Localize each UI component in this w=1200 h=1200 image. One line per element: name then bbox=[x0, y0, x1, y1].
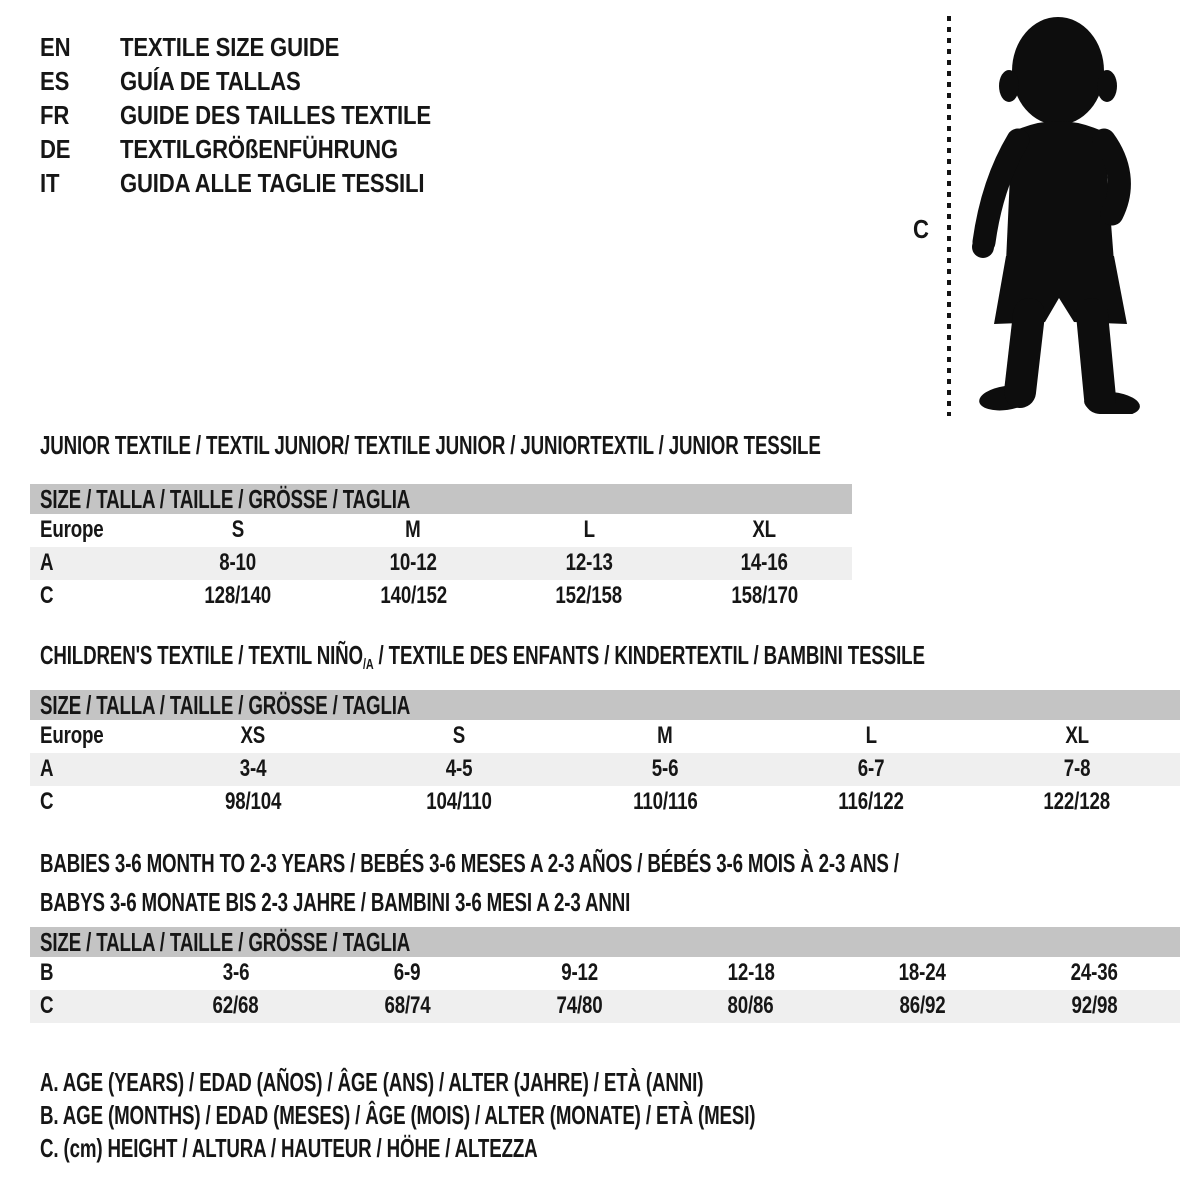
language-code: DE bbox=[40, 134, 71, 164]
table-cell: 92/98 bbox=[1071, 991, 1118, 1019]
table-cell: 8-10 bbox=[219, 548, 257, 576]
height-measure-dashed-line bbox=[947, 16, 951, 416]
table-cell: L bbox=[583, 515, 595, 543]
table-cell: XS bbox=[240, 721, 266, 749]
table-cell: M bbox=[405, 515, 421, 543]
table-cell: 10-12 bbox=[389, 548, 437, 576]
table-cell: M bbox=[657, 721, 673, 749]
table-row bbox=[30, 990, 1180, 1023]
language-code: FR bbox=[40, 100, 70, 130]
guide-title-en: TEXTILE SIZE GUIDE bbox=[120, 32, 340, 62]
table-cell: 5-6 bbox=[651, 754, 679, 782]
language-code: EN bbox=[40, 32, 71, 62]
language-row-it bbox=[40, 166, 486, 200]
height-measure-label: C bbox=[913, 214, 929, 244]
table-cell: 158/170 bbox=[730, 581, 798, 609]
babies-size-table bbox=[30, 927, 1180, 1023]
table-cell: 3-4 bbox=[239, 754, 267, 782]
row-label: Europe bbox=[40, 721, 104, 749]
table-cell: 4-5 bbox=[445, 754, 473, 782]
table-cell: 6-7 bbox=[857, 754, 885, 782]
junior-section-title: JUNIOR TEXTILE / TEXTIL JUNIOR/ TEXTILE JUNIOR / JUNIORTEXTIL / JUNIOR TESSILE bbox=[40, 430, 821, 460]
row-label: A bbox=[40, 754, 54, 782]
row-label: C bbox=[40, 581, 54, 609]
children-size-table bbox=[30, 690, 1180, 819]
table-cell: 12-13 bbox=[565, 548, 613, 576]
table-cell: 98/104 bbox=[224, 787, 282, 815]
table-cell: 86/92 bbox=[899, 991, 946, 1019]
table-cell: 6-9 bbox=[394, 958, 421, 986]
babies-section-title bbox=[40, 846, 1200, 924]
measurement-legend bbox=[40, 1066, 1034, 1165]
language-list bbox=[40, 30, 486, 200]
table-cell: 104/110 bbox=[426, 787, 492, 815]
language-row-es bbox=[40, 64, 486, 98]
table-cell: XL bbox=[752, 515, 777, 543]
table-cell: 122/128 bbox=[1043, 787, 1111, 815]
table-row bbox=[30, 957, 1180, 990]
table-cell: 110/116 bbox=[632, 787, 698, 815]
table-row bbox=[30, 786, 1180, 819]
row-label: A bbox=[40, 548, 54, 576]
table-cell: 18-24 bbox=[898, 958, 947, 986]
babies-title-line-1: BABIES 3-6 MONTH TO 2-3 YEARS / BEBÉS 3-6 MESES A 2-3 AÑOS / BÉBÉS 3-6 MOIS À 2-3 ANS / bbox=[40, 848, 899, 878]
row-label: C bbox=[40, 991, 54, 1019]
table-cell: XL bbox=[1065, 721, 1089, 749]
row-label: Europe bbox=[40, 515, 104, 543]
table-cell: 24-36 bbox=[1070, 958, 1118, 986]
table-cell: 14-16 bbox=[740, 548, 788, 576]
junior-size-table bbox=[30, 484, 852, 613]
table-cell: 80/86 bbox=[727, 991, 774, 1019]
toddler-silhouette-icon bbox=[962, 14, 1172, 414]
language-row-fr bbox=[40, 98, 486, 132]
language-code: ES bbox=[40, 66, 70, 96]
table-row bbox=[30, 580, 852, 613]
guide-title-fr: GUIDE DES TAILLES TEXTILE bbox=[120, 100, 431, 130]
babies-title-line-2: BABYS 3-6 MONATE BIS 2-3 JAHRE / BAMBINI 3-6 MESI A 2-3 ANNI bbox=[40, 887, 631, 917]
guide-title-es: GUÍA DE TALLAS bbox=[120, 66, 301, 96]
table-header-bar: SIZE / TALLA / TAILLE / GRÖSSE / TAGLIA bbox=[30, 484, 852, 514]
table-row bbox=[30, 720, 1180, 753]
guide-title-de: TEXTILGRÖßENFÜHRUNG bbox=[120, 134, 398, 164]
table-cell: 7-8 bbox=[1063, 754, 1091, 782]
table-row bbox=[30, 514, 852, 547]
table-cell: 128/140 bbox=[204, 581, 272, 609]
language-row-de bbox=[40, 132, 486, 166]
table-row bbox=[30, 753, 1180, 786]
table-row bbox=[30, 547, 852, 580]
language-code: IT bbox=[40, 168, 60, 198]
legend-line-a: A. AGE (YEARS) / EDAD (AÑOS) / ÂGE (ANS) / ALTER (JAHRE) / ETÀ (ANNI) bbox=[40, 1067, 704, 1097]
legend-line-c: C. (cm) HEIGHT / ALTURA / HAUTEUR / HÖHE / ALTEZZA bbox=[40, 1133, 538, 1163]
table-cell: 9-12 bbox=[560, 958, 598, 986]
table-header-bar: SIZE / TALLA / TAILLE / GRÖSSE / TAGLIA bbox=[30, 927, 1180, 957]
table-cell: L bbox=[865, 721, 877, 749]
table-cell: 140/152 bbox=[379, 581, 447, 609]
children-section-title: CHILDREN'S TEXTILE / TEXTIL $NIÑO_{/A}$ / TEXTILE DES ENFANTS / KINDERTEXTIL / BAMBINI TESSILE bbox=[40, 640, 925, 673]
table-cell: 68/74 bbox=[384, 991, 431, 1019]
guide-title-it: GUIDA ALLE TAGLIE TESSILI bbox=[120, 168, 425, 198]
row-label: B bbox=[40, 958, 54, 986]
row-label: C bbox=[40, 787, 54, 815]
table-header-bar: SIZE / TALLA / TAILLE / GRÖSSE / TAGLIA bbox=[30, 690, 1180, 720]
table-cell: 116/122 bbox=[838, 787, 904, 815]
table-cell: 3-6 bbox=[222, 958, 250, 986]
table-cell: 12-18 bbox=[727, 958, 775, 986]
table-cell: 74/80 bbox=[556, 991, 603, 1019]
nino-a-subscript: /A bbox=[362, 656, 374, 673]
table-cell: 62/68 bbox=[212, 991, 259, 1019]
table-cell: S bbox=[231, 515, 244, 543]
table-cell: S bbox=[452, 721, 466, 749]
language-row-en bbox=[40, 30, 486, 64]
table-cell: 152/158 bbox=[555, 581, 623, 609]
legend-line-b: B. AGE (MONTHS) / EDAD (MESES) / ÂGE (MOIS) / ALTER (MONATE) / ETÀ (MESI) bbox=[40, 1100, 756, 1130]
